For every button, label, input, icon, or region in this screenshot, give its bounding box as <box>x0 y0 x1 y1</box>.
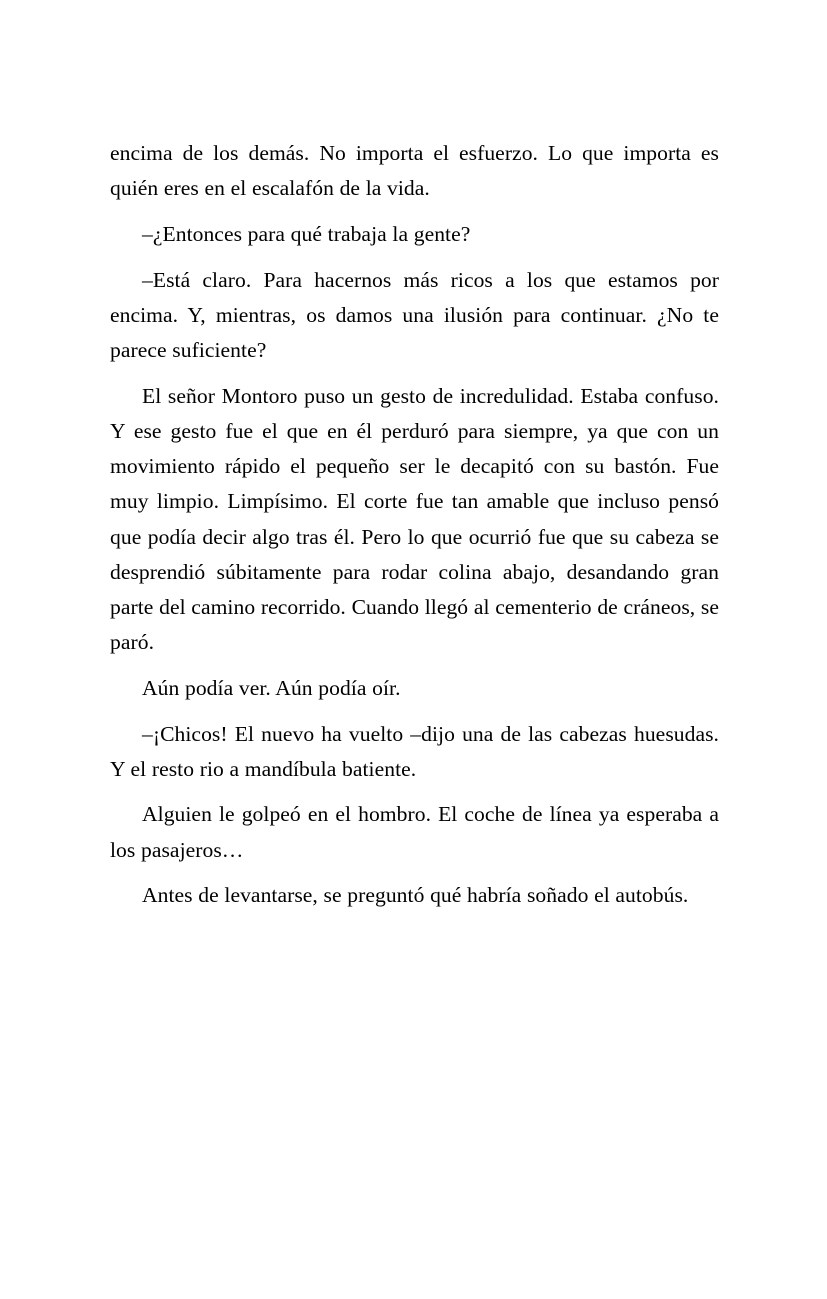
paragraph: Antes de levantarse, se preguntó qué habría soñado el autobús. <box>142 883 689 908</box>
paragraph-dialogue: –¿Entonces para qué trabaja la gente? <box>142 221 471 246</box>
body-text-block <box>110 136 719 914</box>
paragraph: El señor Montoro puso un gesto de incredulidad. Estaba confuso. Y ese gesto fue el que en él perduró para siempre, ya que con un movimiento rápido el pequeño ser le decapitó con su bastón. Fue muy limpio. Limpísimo. El corte fue tan amable que incluso pensó que podía decir algo tras él. Pero lo que ocurrió fue que su cabeza se desprendió súbitamente para rodar colina abajo, desandando gran parte del camino recorrido. Cuando llegó al cementerio de cráneos, se paró. <box>110 383 719 655</box>
paragraph-dialogue: –Está claro. Para hacernos más ricos a los que estamos por encima. Y, mientras, os damos una ilusión para continuar. ¿No te parece suficiente? <box>110 267 719 363</box>
paragraph: encima de los demás. No importa el esfuerzo. Lo que importa es quién eres en el escalafón de la vida. <box>110 141 719 201</box>
paragraph-dialogue: –¡Chicos! El nuevo ha vuelto –dijo una de las cabezas huesudas. Y el resto rio a mandíbula batiente. <box>110 721 719 781</box>
paragraph: Alguien le golpeó en el hombro. El coche de línea ya esperaba a los pasajeros… <box>110 802 719 862</box>
paragraph: Aún podía ver. Aún podía oír. <box>142 675 401 700</box>
